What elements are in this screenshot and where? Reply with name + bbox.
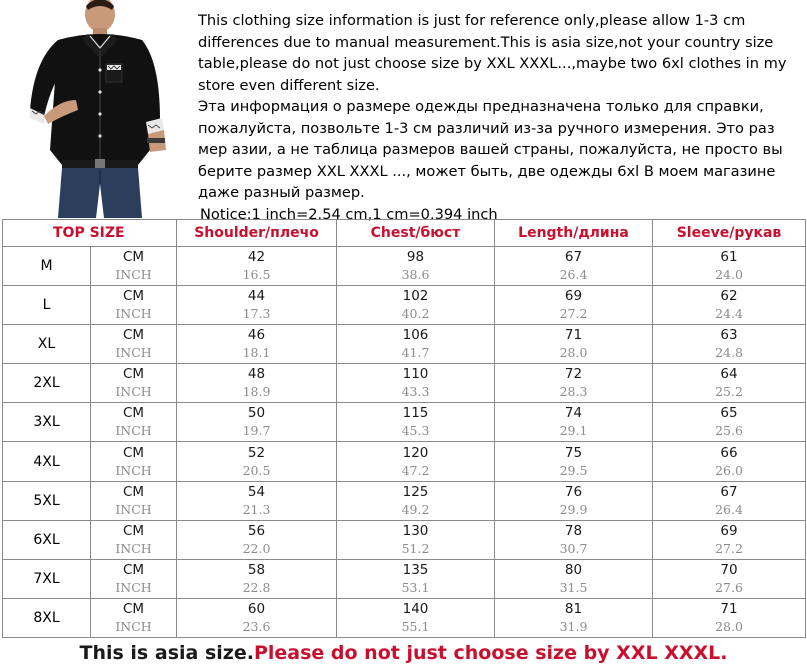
sleeve-cm-value: 62: [653, 286, 806, 306]
table-row-cm: [3, 559, 806, 579]
chest-cm-value: 106: [337, 325, 495, 345]
sleeve-cm-value: 69: [653, 520, 806, 540]
footer-warning: [0, 639, 807, 667]
length-cm-value: 78: [495, 520, 653, 540]
length-cm-value: 76: [495, 481, 653, 501]
sleeve-inch-value: 24.8: [653, 344, 806, 364]
length-inch-value: 30.7: [495, 540, 653, 560]
length-inch-value: 29.5: [495, 462, 653, 482]
table-row-cm: [3, 481, 806, 501]
size-label: 8XL: [3, 598, 91, 637]
length-cm-value: 74: [495, 403, 653, 423]
size-label: 4XL: [3, 442, 91, 481]
length-inch-value: 31.9: [495, 618, 653, 638]
unit-cm-label: CM: [91, 481, 177, 501]
header-chest: Chest/бюст: [337, 220, 495, 247]
sleeve-inch-value: 25.2: [653, 383, 806, 403]
shoulder-cm-value: 48: [177, 364, 337, 384]
length-inch-value: 29.9: [495, 501, 653, 521]
table-row-inch: [3, 501, 806, 521]
unit-inch-label: INCH: [91, 344, 177, 364]
chest-cm-value: 125: [337, 481, 495, 501]
chest-inch-value: 45.3: [337, 422, 495, 442]
shoulder-inch-value: 22.8: [177, 579, 337, 599]
sleeve-inch-value: 24.4: [653, 305, 806, 325]
size-label: 2XL: [3, 364, 91, 403]
unit-cm-label: CM: [91, 442, 177, 462]
shoulder-inch-value: 18.9: [177, 383, 337, 403]
shoulder-cm-value: 54: [177, 481, 337, 501]
sleeve-inch-value: 28.0: [653, 618, 806, 638]
table-row-cm: [3, 403, 806, 423]
shoulder-inch-value: 22.0: [177, 540, 337, 560]
unit-cm-label: CM: [91, 286, 177, 306]
table-row-cm: [3, 286, 806, 306]
chest-cm-value: 98: [337, 247, 495, 267]
sleeve-cm-value: 64: [653, 364, 806, 384]
unit-cm-label: CM: [91, 598, 177, 618]
length-inch-value: 28.0: [495, 344, 653, 364]
chest-inch-value: 40.2: [337, 305, 495, 325]
shoulder-inch-value: 19.7: [177, 422, 337, 442]
product-photo: [0, 0, 180, 218]
shoulder-inch-value: 18.1: [177, 344, 337, 364]
chest-inch-value: 49.2: [337, 501, 495, 521]
shoulder-inch-value: 20.5: [177, 462, 337, 482]
header-top-size: TOP SIZE: [3, 220, 177, 247]
chest-inch-value: 38.6: [337, 266, 495, 286]
unit-inch-label: INCH: [91, 422, 177, 442]
unit-inch-label: INCH: [91, 579, 177, 599]
sleeve-inch-value: 27.6: [653, 579, 806, 599]
unit-cm-label: CM: [91, 247, 177, 267]
table-header-row: [3, 220, 806, 247]
shoulder-cm-value: 58: [177, 559, 337, 579]
table-row-cm: [3, 598, 806, 618]
sleeve-inch-value: 24.0: [653, 266, 806, 286]
table-row-inch: [3, 383, 806, 403]
unit-inch-label: INCH: [91, 462, 177, 482]
shoulder-cm-value: 56: [177, 520, 337, 540]
chest-cm-value: 140: [337, 598, 495, 618]
chest-cm-value: 110: [337, 364, 495, 384]
unit-cm-label: CM: [91, 364, 177, 384]
sleeve-cm-value: 63: [653, 325, 806, 345]
chest-inch-value: 43.3: [337, 383, 495, 403]
chest-inch-value: 47.2: [337, 462, 495, 482]
shoulder-inch-value: 23.6: [177, 618, 337, 638]
sleeve-cm-value: 66: [653, 442, 806, 462]
shoulder-cm-value: 50: [177, 403, 337, 423]
table-row-inch: [3, 266, 806, 286]
sleeve-cm-value: 71: [653, 598, 806, 618]
length-inch-value: 31.5: [495, 579, 653, 599]
unit-inch-label: INCH: [91, 266, 177, 286]
size-label: 5XL: [3, 481, 91, 520]
chest-inch-value: 55.1: [337, 618, 495, 638]
shoulder-cm-value: 60: [177, 598, 337, 618]
sleeve-cm-value: 61: [653, 247, 806, 267]
table-row-inch: [3, 618, 806, 638]
size-label: XL: [3, 325, 91, 364]
chest-inch-value: 53.1: [337, 579, 495, 599]
unit-inch-label: INCH: [91, 618, 177, 638]
table-row-inch: [3, 462, 806, 482]
chest-cm-value: 102: [337, 286, 495, 306]
chest-cm-value: 130: [337, 520, 495, 540]
shirt-model-image: [0, 0, 180, 218]
table-row-inch: [3, 579, 806, 599]
shoulder-inch-value: 21.3: [177, 501, 337, 521]
length-cm-value: 72: [495, 364, 653, 384]
length-cm-value: 67: [495, 247, 653, 267]
header-length: Length/длина: [495, 220, 653, 247]
unit-cm-label: CM: [91, 325, 177, 345]
sleeve-inch-value: 27.2: [653, 540, 806, 560]
table-row-inch: [3, 540, 806, 560]
unit-cm-label: CM: [91, 559, 177, 579]
shoulder-cm-value: 52: [177, 442, 337, 462]
table-row-cm: [3, 520, 806, 540]
length-cm-value: 81: [495, 598, 653, 618]
chest-inch-value: 41.7: [337, 344, 495, 364]
table-row-cm: [3, 247, 806, 267]
length-cm-value: 71: [495, 325, 653, 345]
notice-russian: Эта информация о размере одежды предназначена только для справки, пожалуйста, позвольте 1-3 см различий из-за ручного измерения. Это раз мер азии, а не таблица размеров вашей страны, пожалуйста, не просто вы берите размер XXL XXXL ..., может быть, две одежды 6xl В моем магазине даже разный размер.: [198, 98, 783, 201]
header-shoulder: Shoulder/плечо: [177, 220, 337, 247]
length-cm-value: 69: [495, 286, 653, 306]
unit-inch-label: INCH: [91, 305, 177, 325]
chest-cm-value: 115: [337, 403, 495, 423]
sleeve-inch-value: 26.0: [653, 462, 806, 482]
sleeve-inch-value: 25.6: [653, 422, 806, 442]
unit-inch-label: INCH: [91, 501, 177, 521]
size-table-body: [3, 247, 806, 638]
table-row-inch: [3, 305, 806, 325]
chest-inch-value: 51.2: [337, 540, 495, 560]
shoulder-inch-value: 17.3: [177, 305, 337, 325]
size-notice: [180, 10, 804, 225]
sleeve-inch-value: 26.4: [653, 501, 806, 521]
length-cm-value: 75: [495, 442, 653, 462]
footer-part-2: asia size.: [154, 642, 254, 664]
length-inch-value: 26.4: [495, 266, 653, 286]
chest-cm-value: 135: [337, 559, 495, 579]
unit-inch-label: INCH: [91, 540, 177, 560]
header-sleeve: Sleeve/рукав: [653, 220, 806, 247]
footer-part-1: This is: [79, 642, 155, 664]
sleeve-cm-value: 67: [653, 481, 806, 501]
notice-conversion: Notice:1 inch=2.54 cm,1 cm=0.394 inch: [200, 205, 498, 223]
size-label: 6XL: [3, 520, 91, 559]
table-row-cm: [3, 364, 806, 384]
length-cm-value: 80: [495, 559, 653, 579]
unit-cm-label: CM: [91, 403, 177, 423]
size-label: L: [3, 286, 91, 325]
sleeve-cm-value: 65: [653, 403, 806, 423]
sleeve-cm-value: 70: [653, 559, 806, 579]
unit-inch-label: INCH: [91, 383, 177, 403]
unit-cm-label: CM: [91, 520, 177, 540]
length-inch-value: 29.1: [495, 422, 653, 442]
shoulder-cm-value: 42: [177, 247, 337, 267]
table-row-cm: [3, 442, 806, 462]
size-label: 7XL: [3, 559, 91, 598]
notice-english: This clothing size information is just for reference only,please allow 1-3 cm differences due to manual measurement.This is asia size,not your country size table,please do not just choose size by XXL XXXL...,maybe two 6xl clothes in my store even different size.: [198, 12, 787, 94]
chest-cm-value: 120: [337, 442, 495, 462]
table-row-inch: [3, 344, 806, 364]
length-inch-value: 27.2: [495, 305, 653, 325]
size-chart-table: [2, 219, 806, 638]
length-inch-value: 28.3: [495, 383, 653, 403]
shoulder-cm-value: 44: [177, 286, 337, 306]
size-label: 3XL: [3, 403, 91, 442]
footer-part-3: Please do not just choose size by XXL XXXL.: [253, 642, 728, 664]
table-row-inch: [3, 422, 806, 442]
size-label: M: [3, 247, 91, 286]
table-row-cm: [3, 325, 806, 345]
shoulder-inch-value: 16.5: [177, 266, 337, 286]
shoulder-cm-value: 46: [177, 325, 337, 345]
